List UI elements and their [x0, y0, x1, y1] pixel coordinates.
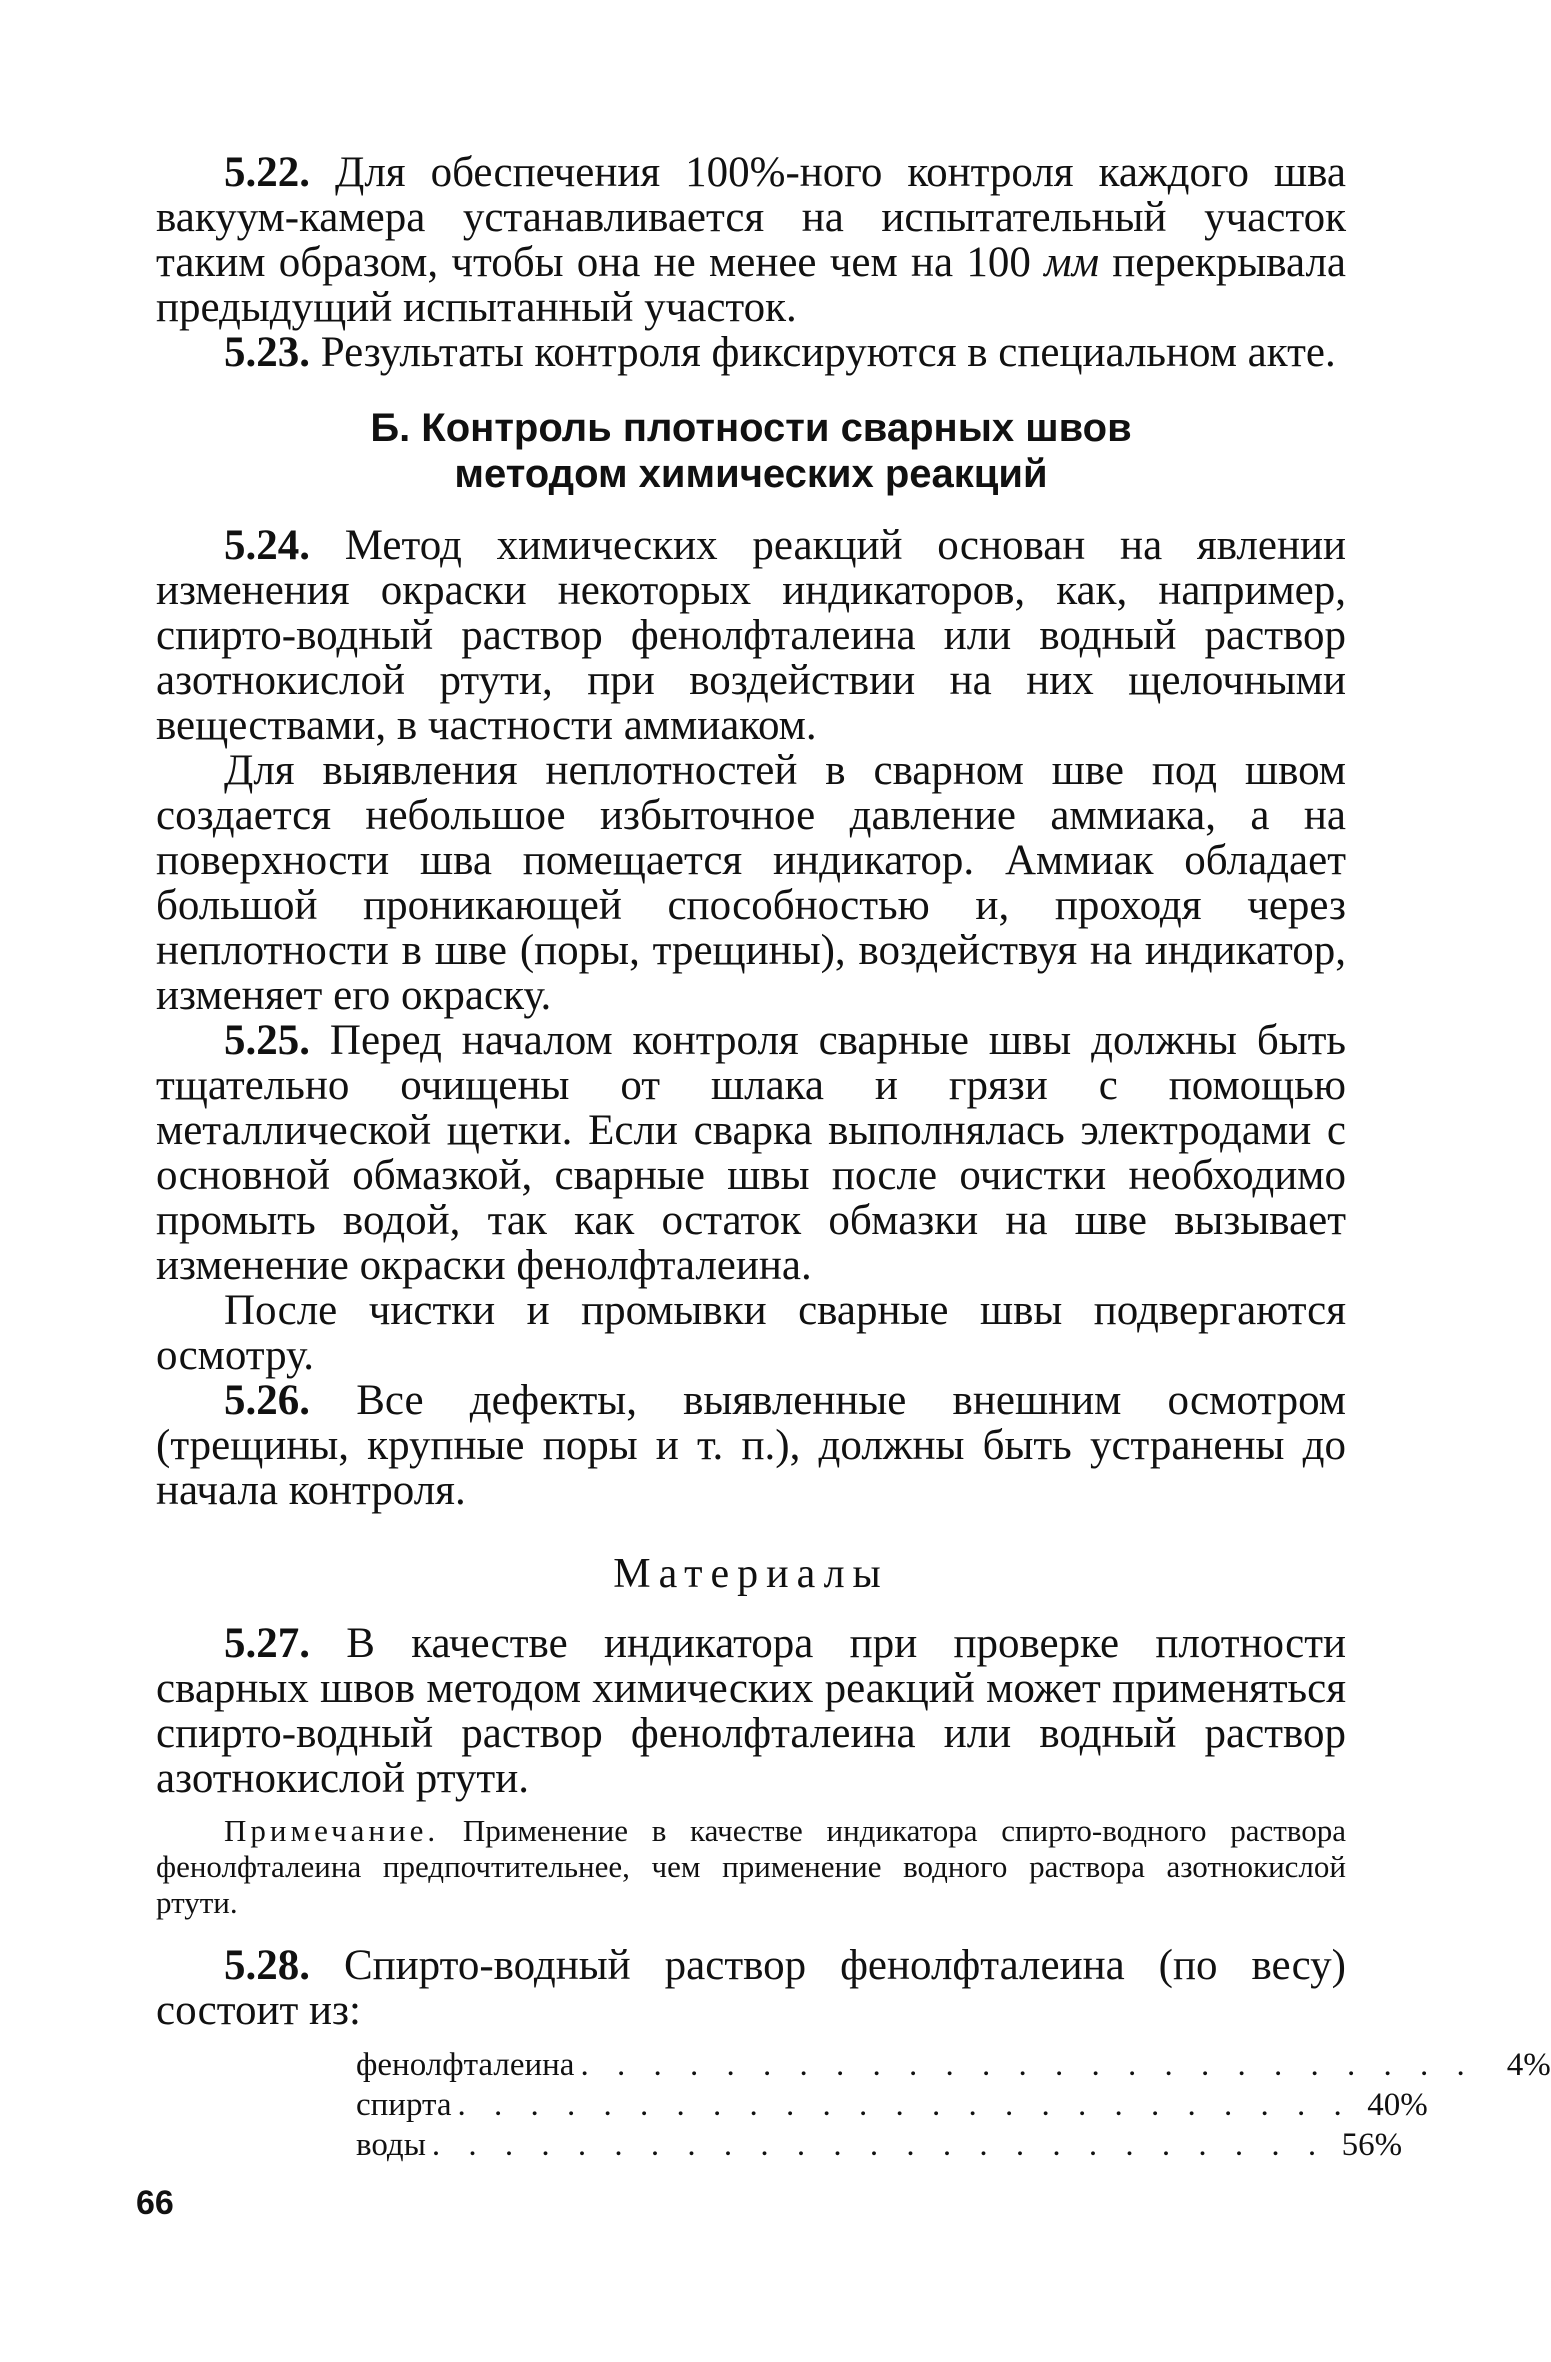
component-name: фенолфталеина: [356, 2047, 575, 2083]
paragraph-text: Спирто-водный раствор фенолфталеина (по весу) состоит из:: [156, 1942, 1346, 2034]
clause-number: 5.27.: [224, 1620, 310, 1667]
paragraph-5-25: [156, 1018, 1346, 1288]
paragraph-5-28: [156, 1943, 1346, 2033]
composition-row: [356, 2125, 1403, 2165]
component-name: воды: [356, 2127, 426, 2163]
paragraph-5-26: [156, 1378, 1346, 1513]
leader-dots: . . . . . . . . . . . . . . . . . . . . . . . . .: [431, 2127, 1327, 2163]
section-heading-materials: Материалы: [613, 1551, 889, 1597]
composition-row: [356, 2045, 1551, 2085]
text-column: [156, 149, 1551, 2165]
heading-line-1: Б. Контроль плотности сварных швов: [370, 406, 1132, 450]
section-heading-b: [156, 405, 1346, 497]
paragraph-text: Для выявления неплотностей в сварном шве под швом создается небольшое избыточное давление аммиака, а на поверхности шва помещается индикатор. Аммиак обладает большой проникающей способностью и, проходя через неплотности в шве (поры, трещины), воздействуя на индикатор, изменяет его окраску.: [156, 747, 1346, 1019]
note: [156, 1813, 1346, 1921]
component-value: 4%: [1506, 2047, 1551, 2083]
paragraph-text: Результаты контроля фиксируются в специальном акте.: [320, 329, 1336, 376]
paragraph-text: Все дефекты, выявленные внешним осмотром (трещины, крупные поры и т. п.), должны быть устранены до начала контроля.: [156, 1377, 1346, 1514]
paragraph-5-23: [156, 330, 1346, 375]
component-value: 40%: [1367, 2087, 1428, 2123]
page-number: 66: [136, 2184, 174, 2222]
clause-number: 5.25.: [224, 1017, 310, 1064]
leader-dots: . . . . . . . . . . . . . . . . . . . . . . . . .: [580, 2047, 1475, 2083]
paragraph-5-27: [156, 1621, 1346, 1801]
note-text: Применение в качестве индикатора спирто-водного раствора фенолфталеина предпочтительнее, чем применение водного раствора азотнокислой ртути.: [156, 1813, 1346, 1920]
paragraph-text: Для обеспечения 100%-ного контроля каждого шва вакуум-камера устанавливается на испытательный участок таким образом, чтобы она не менее чем на 100: [156, 149, 1346, 286]
paragraph-text: Метод химических реакций основан на явлении изменения окраски некоторых индикаторов, как, например, спирто-водный раствор фенолфталеина или водный раствор азотнокислой ртути, при воздействии на них щелочными веществами, в частности аммиаком.: [156, 522, 1347, 749]
unit-mm: мм: [1044, 239, 1100, 286]
paragraph-5-25-cont: [156, 1288, 1346, 1378]
clause-number: 5.26.: [224, 1377, 310, 1424]
note-label: Примечание.: [224, 1813, 440, 1848]
clause-number: 5.23.: [224, 329, 310, 376]
paragraph-text: перекрывала предыдущий испытанный участок.: [156, 239, 1346, 331]
paragraph-5-24: [156, 523, 1346, 748]
component-value: 56%: [1341, 2127, 1403, 2163]
composition-row: [356, 2085, 1428, 2125]
paragraph-text: После чистки и промывки сварные швы подвергаются осмотру.: [156, 1287, 1346, 1379]
clause-number: 5.22.: [224, 149, 310, 196]
clause-number: 5.28.: [224, 1942, 310, 1989]
paragraph-text: Перед началом контроля сварные швы должны быть тщательно очищены от шлака и грязи с помощью металлической щетки. Если сварка выполнялась электродами с основной обмазкой, сварные швы после очистки необходимо промыть водой, так как остаток обмазки на шве вызывает изменение окраски фенолфталеина.: [156, 1017, 1347, 1289]
paragraph-5-24-cont: [156, 748, 1346, 1018]
component-name: спирта: [356, 2087, 452, 2123]
leader-dots: . . . . . . . . . . . . . . . . . . . . . . . . .: [457, 2087, 1352, 2123]
heading-line-2: методом химических реакций: [454, 452, 1048, 496]
paragraph-5-22: [156, 150, 1346, 330]
paragraph-text: В качестве индикатора при проверке плотности сварных швов методом химических реакций может применяться спирто-водный раствор фенолфталеина или водный раствор азотнокислой ртути.: [156, 1620, 1347, 1802]
composition-table: [356, 2045, 1551, 2165]
clause-number: 5.24.: [224, 522, 310, 569]
